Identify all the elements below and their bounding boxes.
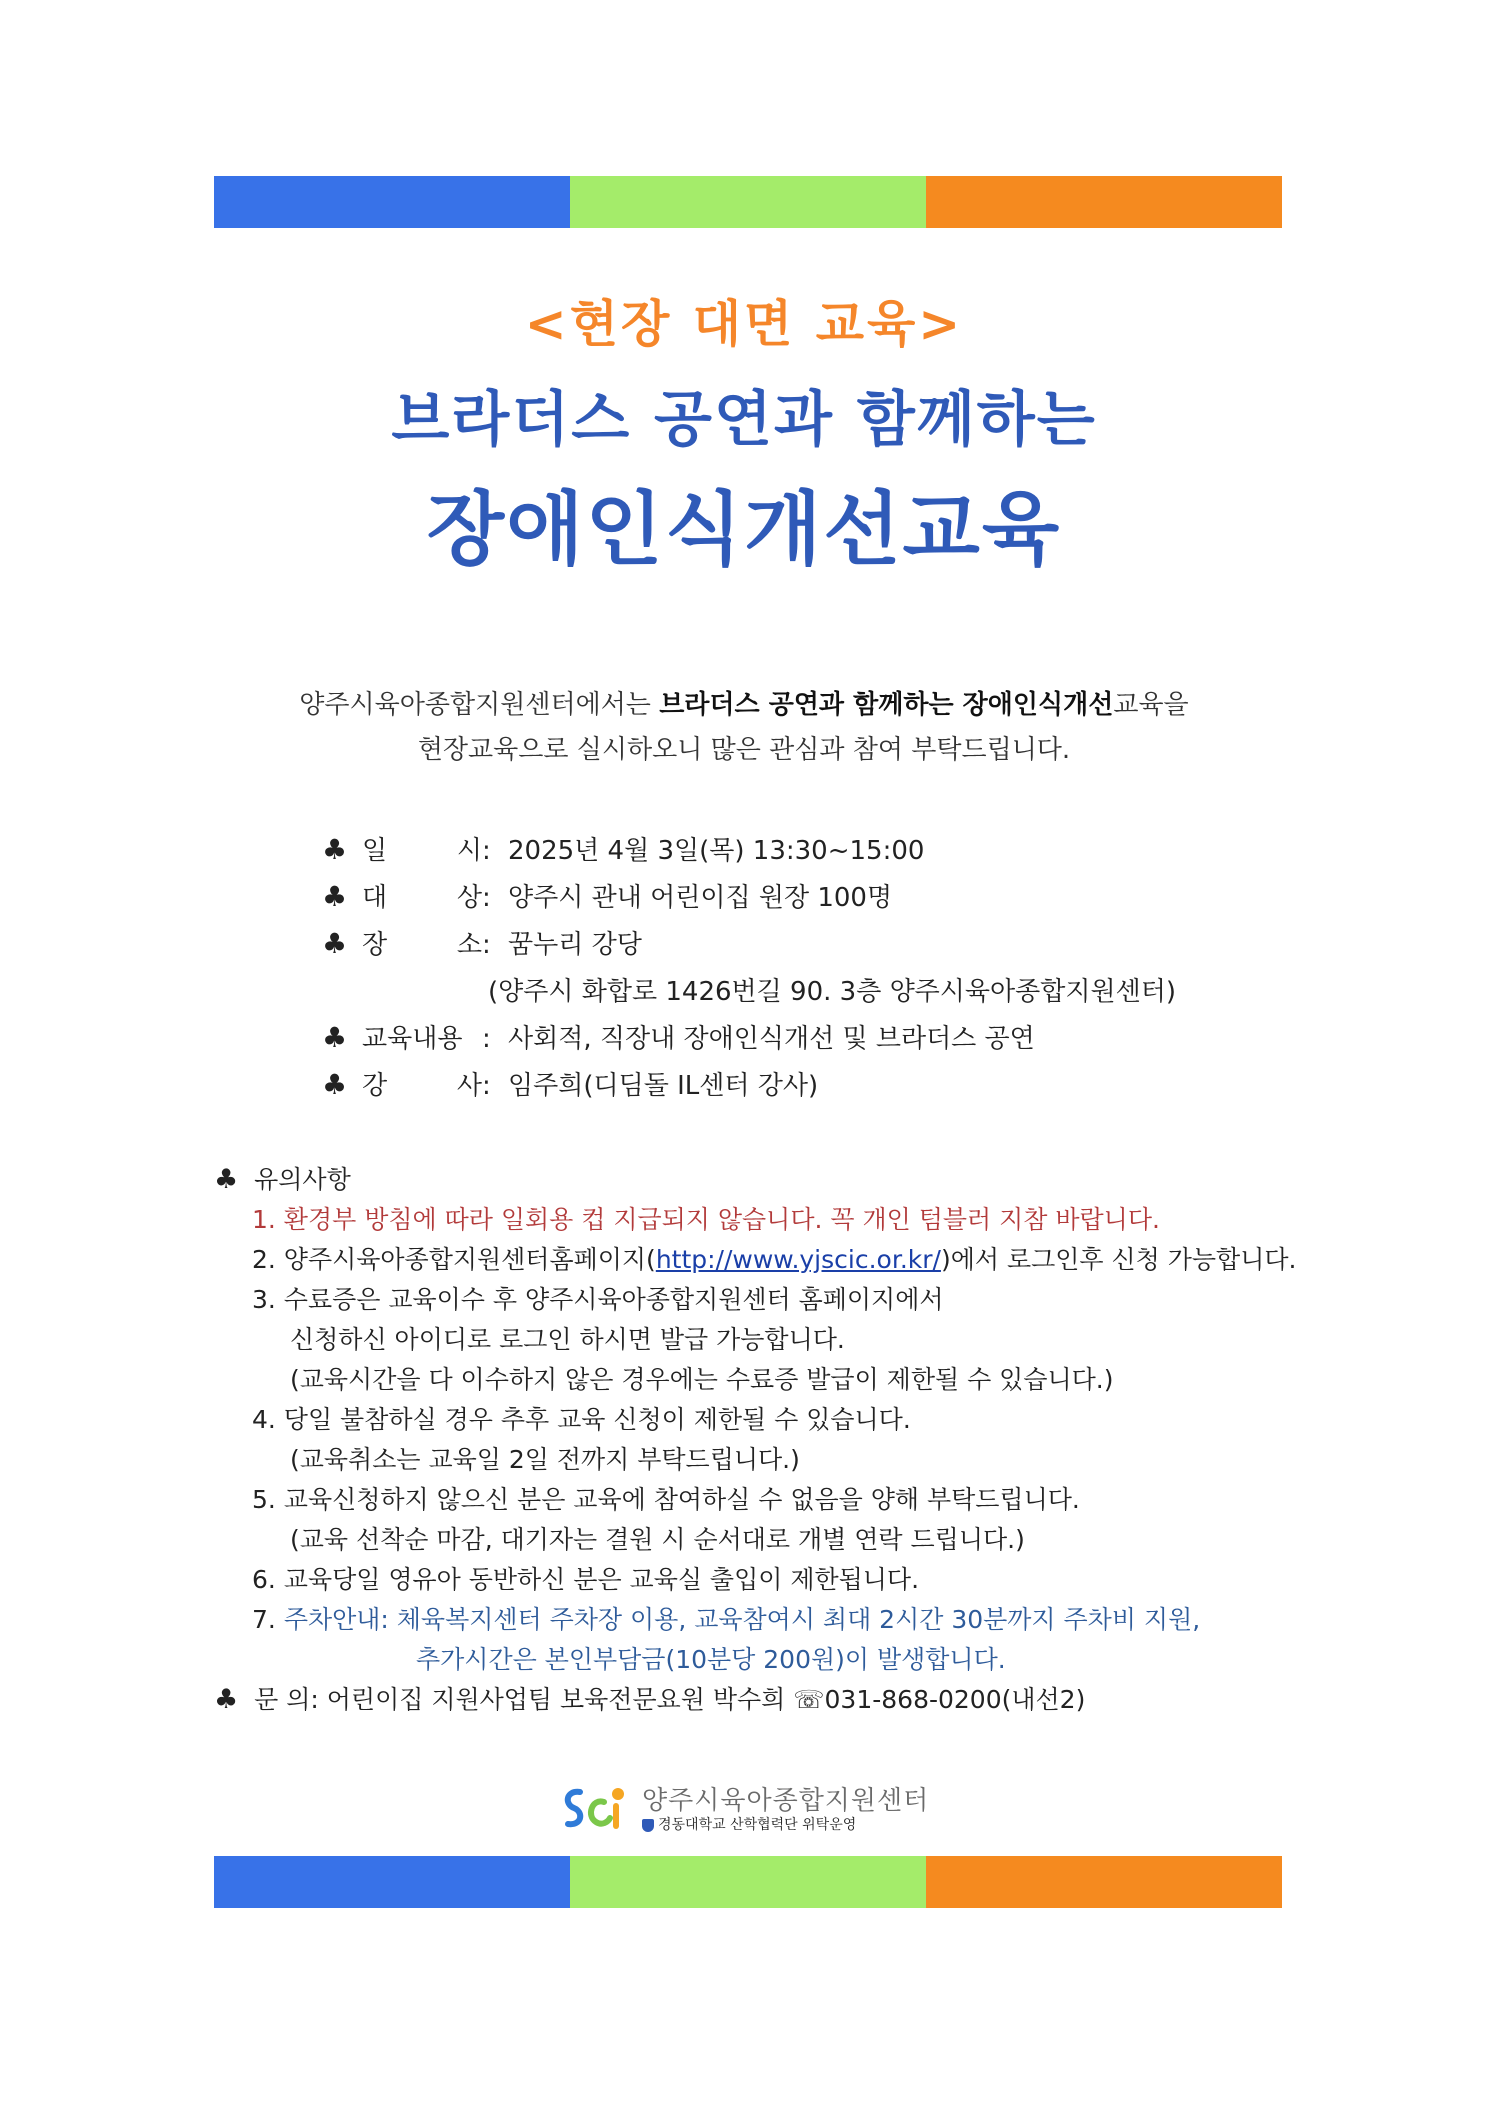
intro-line-2: 현장교육으로 실시하오니 많은 관심과 참여 부탁드립니다. bbox=[417, 735, 1071, 765]
club-icon: ♣ bbox=[214, 1164, 239, 1195]
title-line-1: 브라더스 공연과 함께하는 bbox=[391, 385, 1097, 455]
logo-name: 양주시육아종합지원센터 bbox=[642, 1786, 930, 1816]
note-6: 6. 교육당일 영유아 동반하신 분은 교육실 출입이 제한됩니다. bbox=[252, 1565, 920, 1594]
contact-value: 어린이집 지원사업팀 보육전문요원 박수희 ☏031-868-0200(내선2) bbox=[326, 1685, 1086, 1714]
note-7-line-2: 추가시간은 본인부담금(10분당 200원)이 발생합니다. bbox=[416, 1645, 1006, 1674]
info-lecturer bbox=[322, 1065, 818, 1102]
note-5-line-2: (교육 선착순 마감, 대기자는 결원 시 순서대로 개별 연락 드립니다.) bbox=[290, 1525, 1025, 1554]
note-4-line-2: (교육취소는 교육일 2일 전까지 부탁드립니다.) bbox=[290, 1445, 800, 1474]
club-icon: ♣ bbox=[322, 927, 348, 960]
info-label: 장 소 bbox=[362, 930, 482, 960]
bar-segment-blue bbox=[214, 176, 570, 228]
note-4-line-1: 4. 당일 불참하실 경우 추후 교육 신청이 제한될 수 있습니다. bbox=[252, 1405, 911, 1434]
note-3-line-1: 3. 수료증은 교육이수 후 양주시육아종합지원센터 홈페이지에서 bbox=[252, 1285, 944, 1314]
colon: : bbox=[482, 930, 491, 960]
logo-subtitle: 경동대학교 산학협력단 위탁운영 bbox=[642, 1816, 929, 1834]
intro-line-1 bbox=[0, 684, 1488, 721]
info-value: 임주희(디딤돌 IL센터 강사) bbox=[508, 1071, 819, 1101]
note-3-line-3: (교육시간을 다 이수하지 않은 경우에는 수료증 발급이 제한될 수 있습니다.) bbox=[290, 1365, 1114, 1394]
info-value: 사회적, 직장내 장애인식개선 및 브라더스 공연 bbox=[508, 1024, 1035, 1054]
bar-segment-green bbox=[570, 176, 926, 228]
info-place bbox=[322, 924, 642, 961]
bar-segment-blue bbox=[214, 1856, 570, 1908]
intro-highlight: 브라더스 공연과 함께하는 장애인식개선 bbox=[659, 690, 1114, 720]
info-date bbox=[322, 830, 924, 867]
bar-segment-orange bbox=[926, 1856, 1282, 1908]
info-value: 양주시 관내 어린이집 원장 100명 bbox=[508, 883, 893, 913]
info-label: 대 상 bbox=[362, 883, 482, 913]
info-value: 꿈누리 강당 bbox=[508, 930, 642, 960]
bar-segment-green bbox=[570, 1856, 926, 1908]
info-label: 일 시 bbox=[362, 836, 482, 866]
info-target bbox=[322, 877, 892, 914]
bar-segment-orange bbox=[926, 176, 1282, 228]
note-2: 2. 양주시육아종합지원센터홈페이지(http://www.yjscic.or.kr/)에서 로그인후 신청 가능합니다. bbox=[252, 1245, 1297, 1274]
note-5-line-1: 5. 교육신청하지 않으신 분은 교육에 참여하실 수 없음을 양해 부탁드립니다. bbox=[252, 1485, 1080, 1514]
intro-text-end: 교육을 bbox=[1113, 690, 1189, 720]
info-label: 강 사 bbox=[362, 1071, 482, 1101]
info-content bbox=[322, 1018, 1035, 1055]
club-icon: ♣ bbox=[322, 833, 348, 866]
center-logo bbox=[560, 1780, 940, 1840]
colon: : bbox=[482, 1071, 491, 1101]
contact-row: ♣ 문 의: 어린이집 지원사업팀 보육전문요원 박수희 ☏031-868-0200(내선2) bbox=[214, 1684, 1086, 1715]
note-1: 1. 환경부 방침에 따라 일회용 컵 지급되지 않습니다. 꼭 개인 텀블러 지참 바랍니다. bbox=[252, 1205, 1160, 1234]
event-type-tag: <현장 대면 교육> bbox=[524, 295, 964, 353]
logo-mark-icon bbox=[560, 1780, 632, 1840]
club-icon: ♣ bbox=[322, 1021, 348, 1054]
club-icon: ♣ bbox=[214, 1684, 239, 1715]
note-3-line-2: 신청하신 아이디로 로그인 하시면 발급 가능합니다. bbox=[290, 1325, 845, 1354]
intro-text: 양주시육아종합지원센터에서는 bbox=[299, 690, 660, 720]
bottom-color-bar bbox=[214, 1856, 1282, 1908]
contact-label: 문 의 bbox=[254, 1685, 311, 1714]
info-label: 교육내용 bbox=[362, 1024, 463, 1054]
colon: : bbox=[482, 1024, 491, 1054]
notes-heading: ♣ 유의사항 bbox=[214, 1164, 351, 1195]
university-shield-icon bbox=[642, 1819, 654, 1832]
title-line-2: 장애인식개선교육 bbox=[426, 483, 1062, 576]
colon: : bbox=[482, 883, 491, 913]
club-icon: ♣ bbox=[322, 1068, 348, 1101]
club-icon: ♣ bbox=[322, 880, 348, 913]
info-value: 2025년 4월 3일(목) 13:30~15:00 bbox=[508, 836, 925, 866]
note-7-line-1: 7. 주차안내: 체육복지센터 주차장 이용, 교육참여시 최대 2시간 30분까지 주차비 지원, bbox=[252, 1605, 1201, 1634]
homepage-link[interactable]: http://www.yjscic.or.kr/ bbox=[655, 1245, 941, 1274]
top-color-bar bbox=[214, 176, 1282, 228]
info-place-address: (양주시 화합로 1426번길 90. 3층 양주시육아종합지원센터) bbox=[488, 977, 1176, 1007]
colon: : bbox=[482, 836, 491, 866]
